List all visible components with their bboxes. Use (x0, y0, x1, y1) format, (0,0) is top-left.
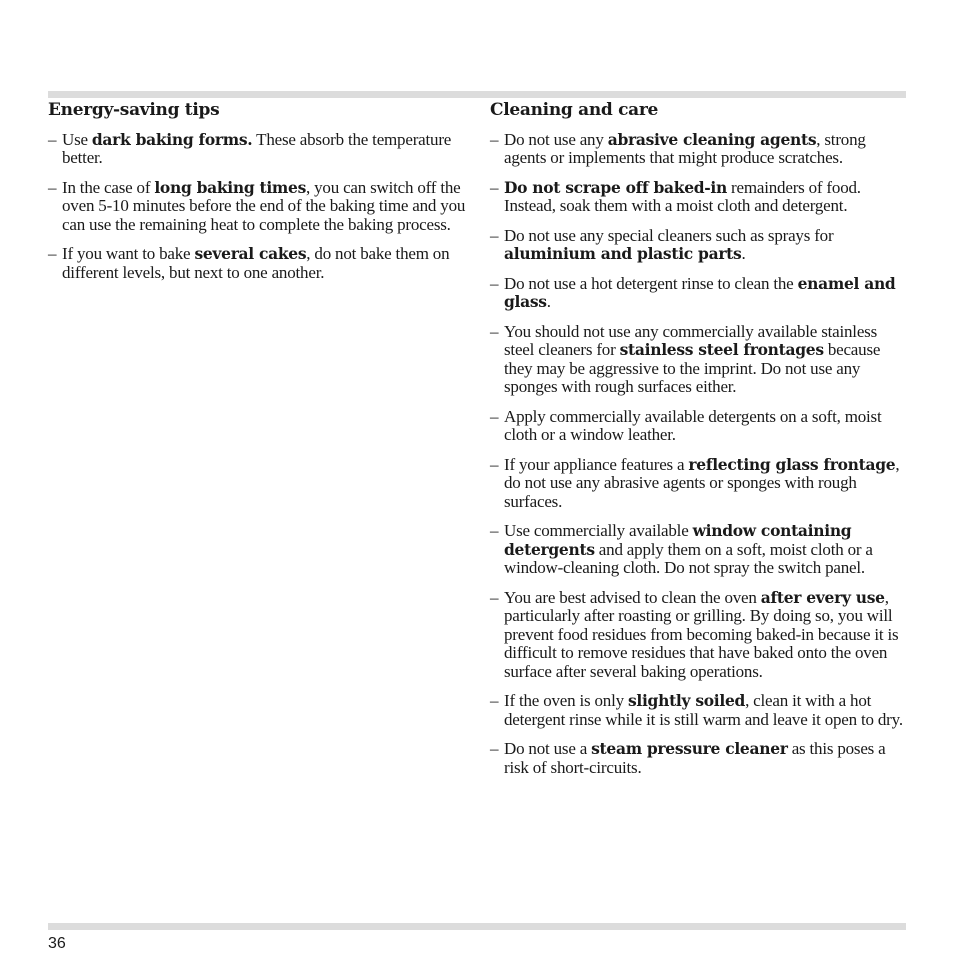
item-emphasis: Do not scrape off baked-in (504, 177, 727, 197)
item-text: These absorb the temperature better. (62, 129, 452, 167)
item-text: Do not use a hot detergent rinse to clean the (504, 273, 798, 293)
item-emphasis: aluminium and plastic parts (504, 244, 742, 263)
item-text: as this poses a risk of short-circuits. (504, 739, 886, 777)
list-item (490, 589, 906, 682)
item-text: , you can switch off the oven 5-10 minutes before the end of the baking time and you can use the remaining heat to complete the baking process. (62, 177, 466, 234)
item-text: You are best advised to clean the oven (504, 587, 761, 607)
item-text: . (741, 244, 746, 263)
list-item (490, 227, 906, 264)
energy-saving-section (48, 101, 473, 293)
item-emphasis: after every use (760, 587, 885, 607)
list-item (48, 179, 473, 235)
item-text: Use (62, 129, 92, 149)
item-text: If the oven is only (504, 691, 628, 710)
cleaning-list (490, 131, 906, 778)
item-text: , strong agents or implements that might produce scratches. (504, 129, 866, 167)
item-text: Apply commercially available detergents on a soft, moist cloth or a window leather. (504, 406, 882, 444)
item-emphasis: dark baking forms. (91, 129, 253, 149)
list-item (490, 740, 906, 777)
item-text: . (546, 292, 551, 311)
list-item (490, 323, 906, 397)
top-rule (48, 91, 906, 98)
item-text: If your appliance features a (504, 454, 689, 474)
list-item (490, 522, 906, 578)
page-number: 36 (48, 935, 66, 952)
item-text: Do not use any (504, 129, 608, 149)
list-item (490, 408, 906, 445)
item-text: If you want to bake (62, 244, 195, 263)
item-emphasis: window containing detergents (504, 521, 852, 559)
cleaning-section (490, 101, 906, 788)
item-emphasis: long baking times (154, 177, 307, 197)
item-text: Use commercially available (504, 521, 693, 540)
energy-saving-heading: Energy-saving tips (48, 100, 220, 120)
item-emphasis: slightly soiled (627, 691, 746, 710)
item-text: because they may be aggressive to the imprint. Do not use any sponges with rough surfaces either. (504, 340, 881, 396)
list-item (490, 179, 906, 216)
item-emphasis: abrasive cleaning agents (607, 129, 817, 149)
item-emphasis: reflecting glass frontage (688, 454, 896, 474)
energy-saving-list (48, 131, 473, 283)
list-item (490, 692, 906, 729)
item-text: Do not use any special cleaners such as sprays for (504, 225, 834, 245)
list-item (48, 131, 473, 168)
item-emphasis: several cakes (194, 244, 307, 263)
item-text: and apply them on a soft, moist cloth or a window-cleaning cloth. Do not spray the switch panel. (504, 539, 873, 577)
item-text: , clean it with a hot detergent rinse while it is still warm and leave it open to dry. (504, 691, 903, 729)
item-text: remainders of food. Instead, soak them with a moist cloth and detergent. (504, 177, 861, 215)
item-text: In the case of (62, 177, 155, 197)
item-text: , do not use any abrasive agents or sponges with rough surfaces. (504, 454, 900, 511)
item-emphasis: stainless steel frontages (619, 340, 824, 359)
cleaning-heading: Cleaning and care (490, 100, 659, 120)
list-item (48, 245, 473, 282)
bottom-rule (48, 923, 906, 930)
item-emphasis: enamel and glass (504, 273, 896, 311)
item-text: You should not use any commercially available stainless steel cleaners for (504, 321, 878, 359)
list-item (490, 456, 906, 512)
list-item (490, 131, 906, 168)
item-text: Do not use a (504, 739, 592, 758)
item-text: , do not bake them on different levels, but next to one another. (62, 244, 450, 282)
list-item (490, 275, 906, 312)
item-emphasis: steam pressure cleaner (591, 739, 788, 758)
item-text: , particularly after roasting or grilling. By doing so, you will prevent food residues from becoming baked-in because it is difficult to remove residues that have baked onto the oven surface after several baking operations. (504, 587, 899, 681)
